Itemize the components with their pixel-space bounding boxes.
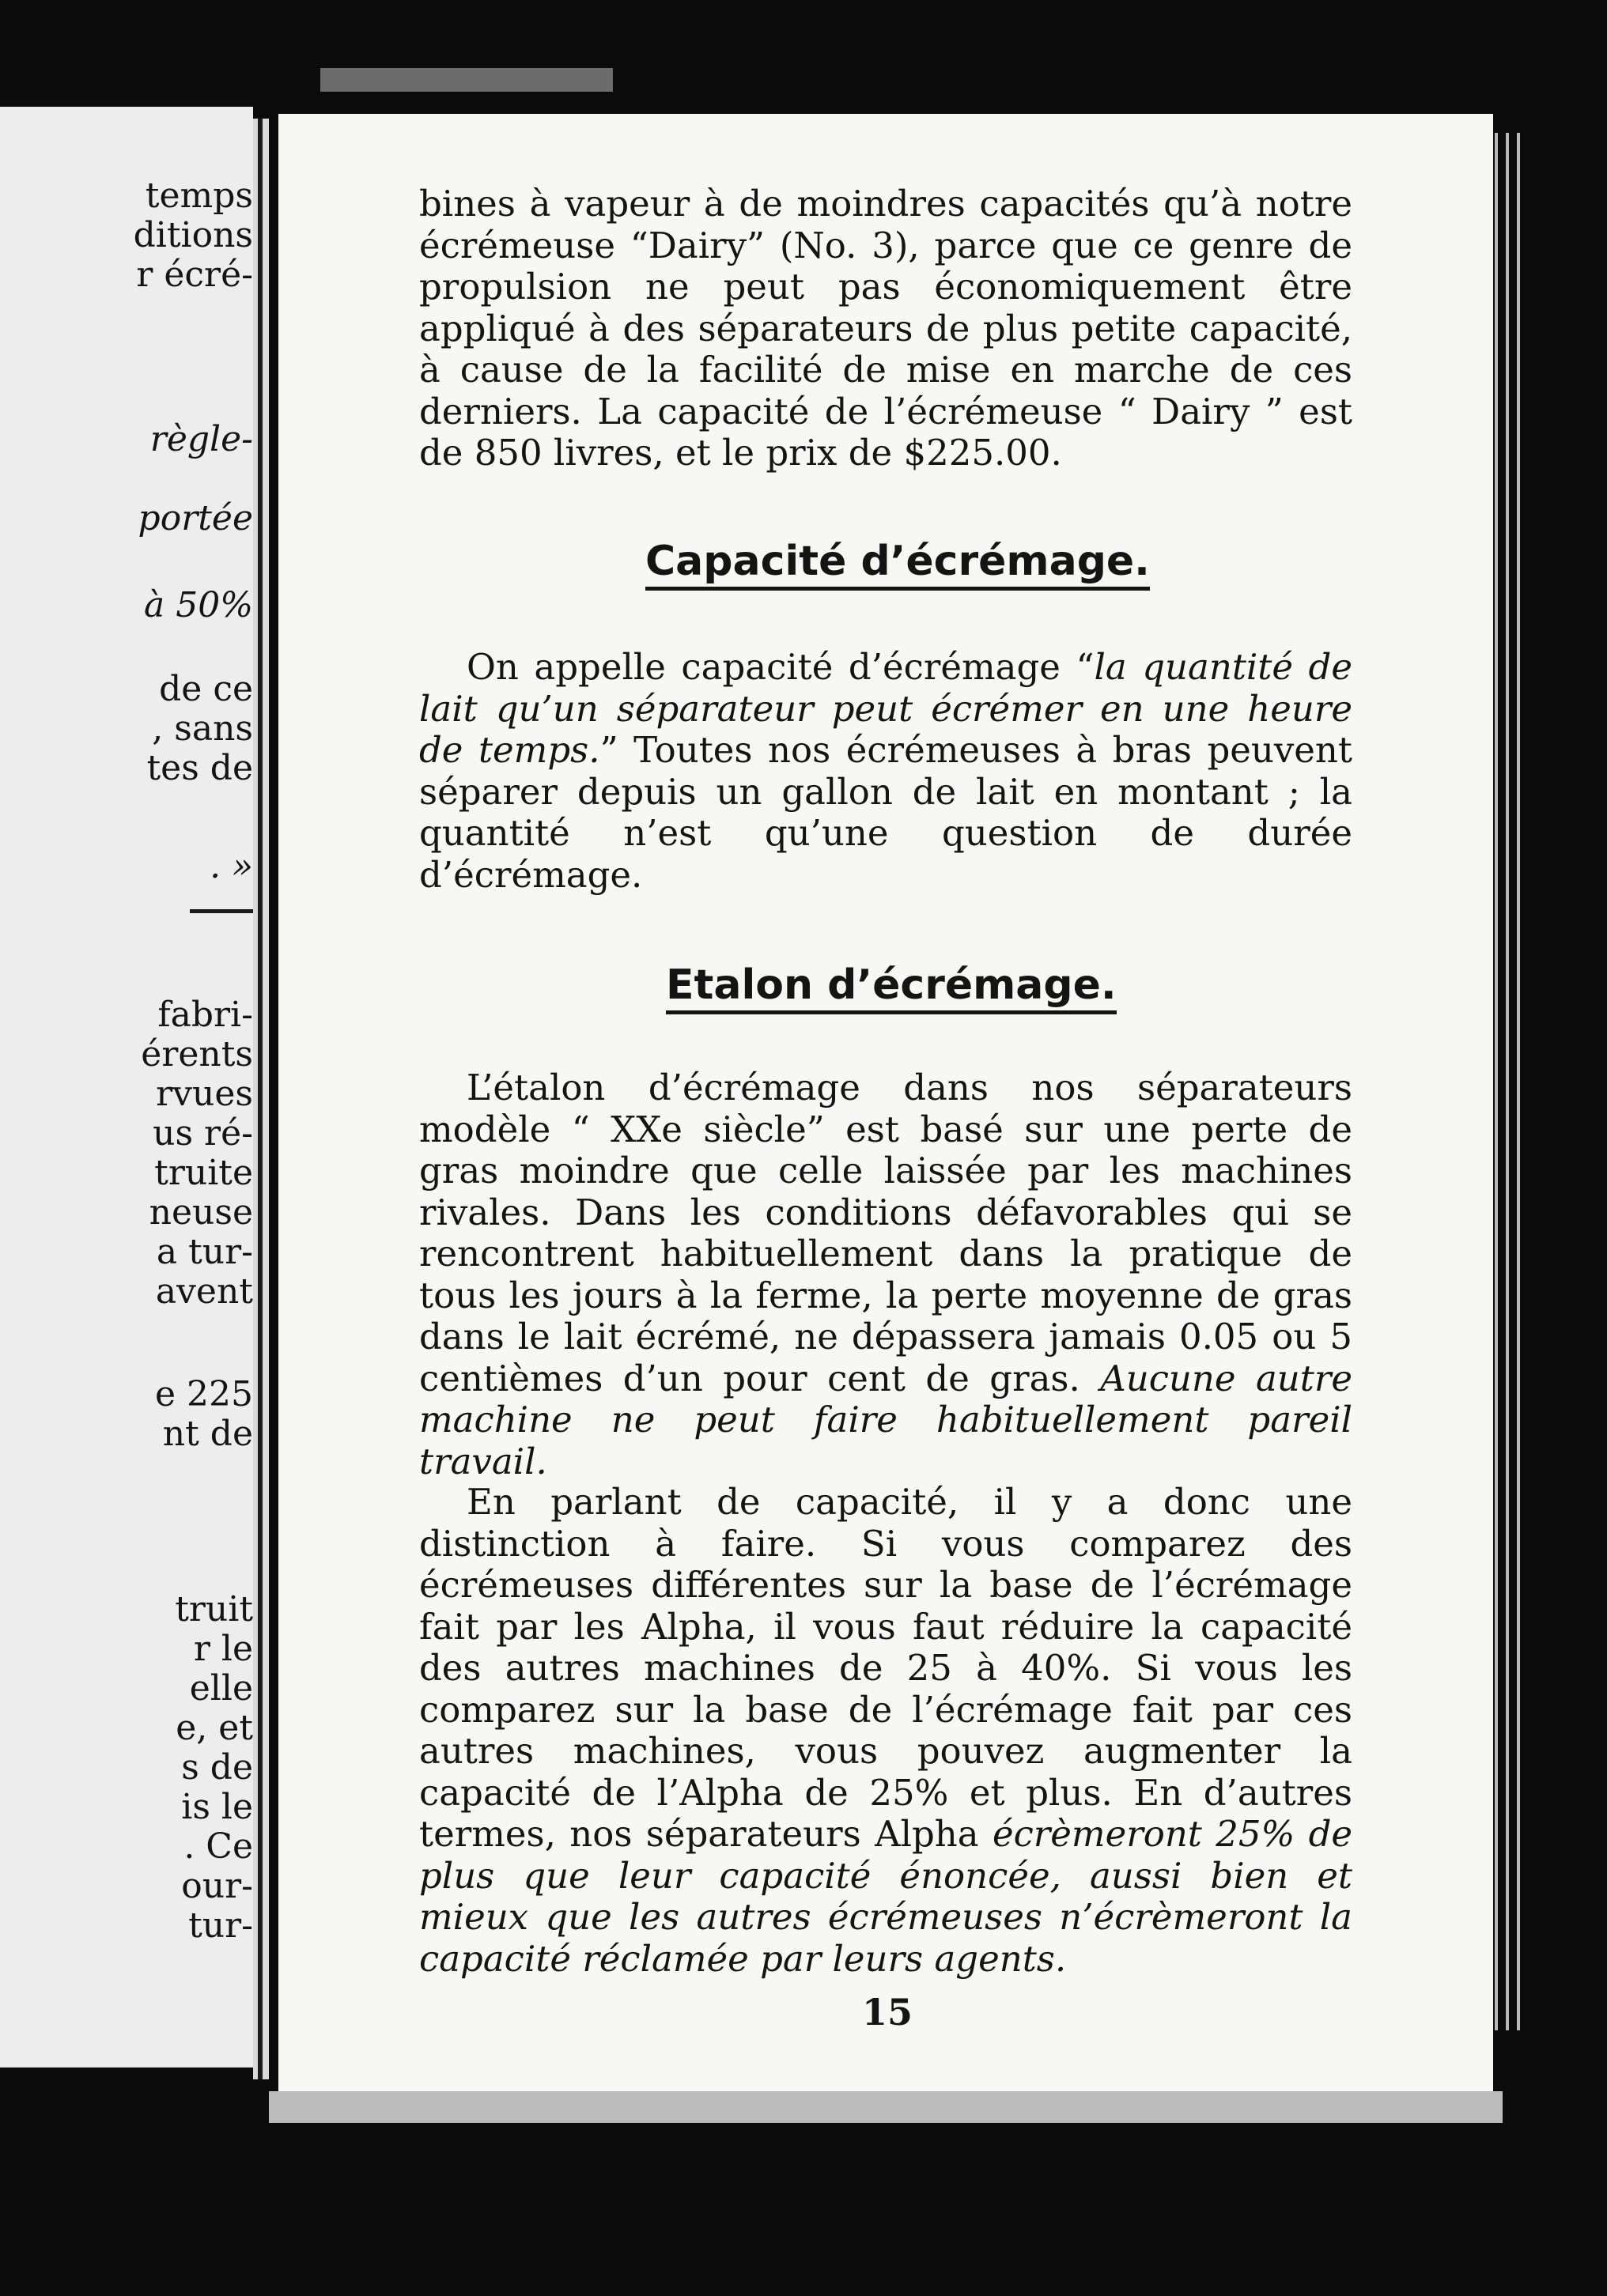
left-page-fragment: truit bbox=[175, 1589, 253, 1629]
left-page-fragment: portée bbox=[138, 498, 253, 538]
left-page-fragment: rvues bbox=[156, 1074, 253, 1114]
left-page-fragment: . » bbox=[210, 846, 253, 886]
page-edge bbox=[1506, 133, 1509, 2030]
left-page-fragment: érents bbox=[141, 1034, 253, 1074]
left-page-fragment: neuse bbox=[149, 1192, 253, 1233]
page-edge bbox=[1517, 133, 1520, 2030]
left-page-fragment: nt de bbox=[162, 1414, 253, 1454]
binding-strip bbox=[320, 68, 613, 92]
left-page-fragment: . Ce bbox=[183, 1826, 253, 1867]
left-page-fragment: de ce bbox=[159, 669, 253, 709]
para2-tail: ” Toutes nos écrémeuses à bras peuvent séparer depuis un gallon de lait en montant ; la quantité n’est qu’une question de durée d’écrémage. bbox=[419, 729, 1352, 896]
left-page-fragment: tes de bbox=[146, 748, 253, 788]
page-edge bbox=[1495, 133, 1498, 2030]
left-page-fragment: temps bbox=[145, 176, 253, 216]
left-page-fragment: elle bbox=[189, 1668, 253, 1709]
spine-shadow bbox=[258, 119, 263, 2079]
para2-lead: On appelle capacité d’écrémage “ bbox=[467, 646, 1095, 688]
left-page bbox=[0, 107, 253, 2068]
left-page-fragment: a tur- bbox=[156, 1232, 253, 1272]
left-page-fragment: fabri- bbox=[157, 995, 253, 1035]
paragraph-etalon bbox=[419, 1067, 1352, 1482]
left-page-fragment: our- bbox=[181, 1866, 253, 1906]
left-page-fragment: r le bbox=[193, 1629, 253, 1669]
left-page-fragment: e, et bbox=[176, 1708, 253, 1748]
para3-italic: Aucune autre machine ne peut faire habituellement pareil travail. bbox=[419, 1357, 1352, 1482]
left-page-fragment: , sans bbox=[152, 708, 253, 749]
left-page-fragment: us ré- bbox=[153, 1113, 253, 1154]
heading-capacite: Capacité d’écrémage. bbox=[645, 538, 1150, 591]
left-page-fragment: règle- bbox=[149, 419, 253, 459]
left-page-fragment: e 225 bbox=[154, 1374, 253, 1414]
page-number: 15 bbox=[862, 1991, 913, 2034]
left-page-fragment: ditions bbox=[133, 215, 253, 255]
left-page-fragment: avent bbox=[155, 1271, 253, 1312]
para3-lead: L’étalon d’écrémage dans nos séparateurs modèle “ XXe siècle” est basé sur une perte de gras moindre que celle laissée par les machines rivales. Dans les conditions défavorables qui se rencontrent habituellement dans la pratique de tous les jours à la ferme, la perte moyenne de gras dans le lait écrémé, ne dépassera jamais 0.05 ou 5 centièmes d’un pour cent de gras. bbox=[419, 1067, 1352, 1399]
paragraph-capacite bbox=[419, 647, 1352, 896]
para2-italic: la quantité de lait qu’un séparateur peut écrémer en une heure de temps. bbox=[419, 646, 1352, 771]
left-page-fragment: s de bbox=[181, 1747, 253, 1788]
para4-lead: En parlant de capacité, il y a donc une distinction à faire. Si vous comparez des écrémeuses différentes sur la base de l’écrémage fait par les Alpha, il vous faut réduire la capacité des autres machines de 25 à 40%. Si vous les comparez sur la base de l’écrémage fait par ces autres machines, vous pouvez augmenter la capacité de l’Alpha de 25% et plus. En d’autres termes, nos séparateurs Alpha bbox=[419, 1481, 1352, 1855]
left-page-fragment: truite bbox=[154, 1153, 253, 1193]
page-bottom-edge bbox=[269, 2091, 1503, 2123]
left-page-fragment: tur- bbox=[188, 1905, 253, 1946]
paragraph-dairy-capacity: bines à vapeur à de moindres capacités qu’à notre écrémeuse “Dairy” (No. 3), parce que ce genre de propulsion ne peut pas économiquement être appliqué à des séparateurs de plus petite capacité, à cause de la facilité de mise en marche de ces derniers. La capacité de l’écrémeuse “ Dairy ” est de 850 livres, et le prix de $225.00. bbox=[419, 183, 1352, 474]
para4-italic: écrèmeront 25% de plus que leur capacité énoncée, aussi bien et mieux que les autres écrémeuses n’écrèmeront la capacité réclamée par leurs agents. bbox=[419, 1813, 1353, 1980]
left-page-fragment: r écré- bbox=[136, 255, 253, 295]
left-page-fragment: is le bbox=[181, 1787, 253, 1827]
left-page-fragment: à 50% bbox=[143, 585, 253, 625]
heading-etalon: Etalon d’écrémage. bbox=[666, 961, 1117, 1014]
left-page-rule bbox=[190, 909, 253, 913]
paragraph-distinction bbox=[419, 1482, 1352, 1980]
